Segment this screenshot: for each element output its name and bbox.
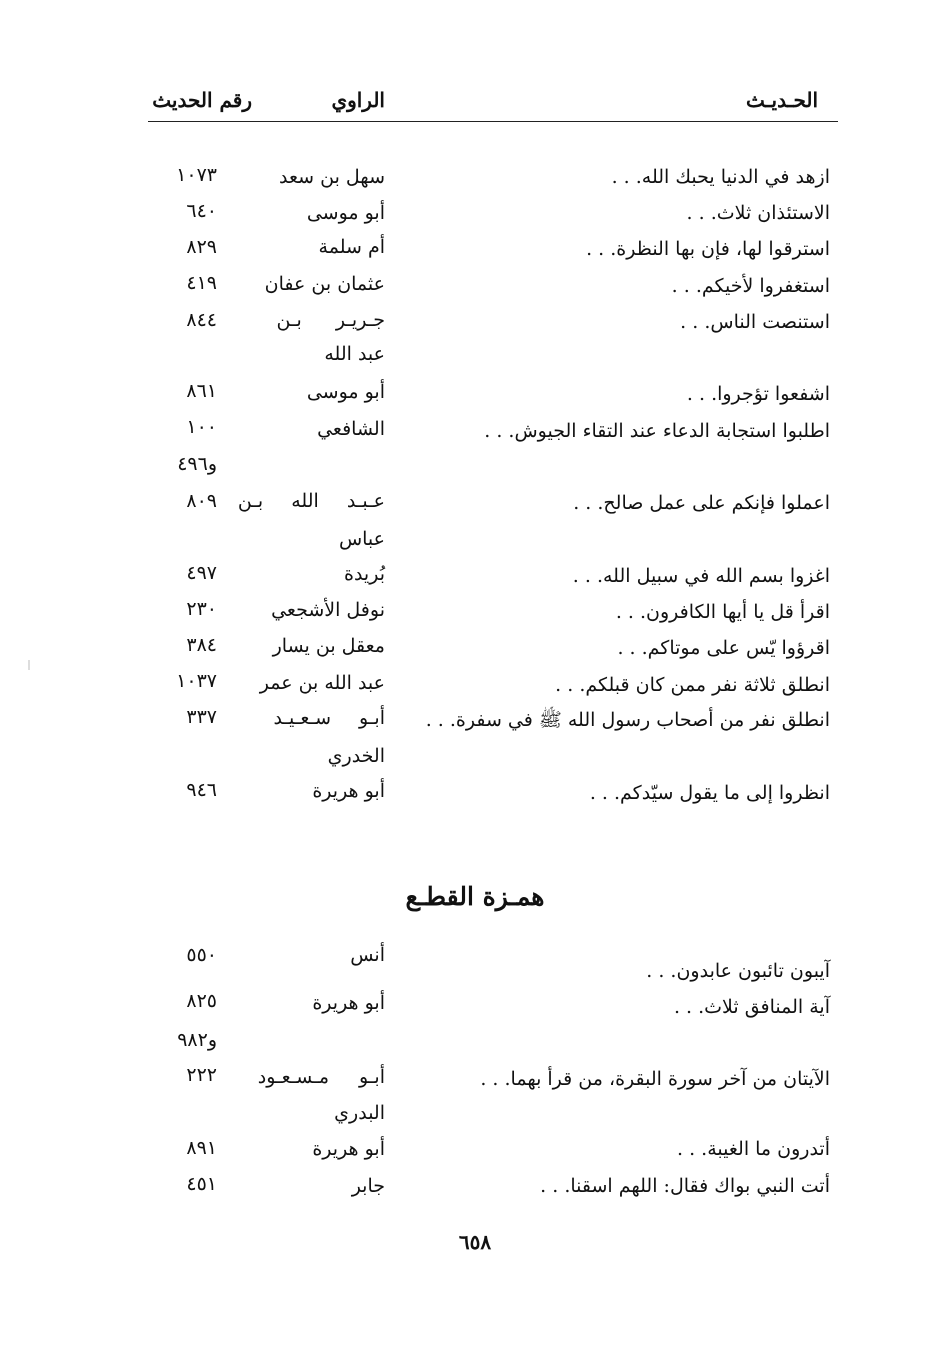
hadith-text: استنصت الناس. . . <box>680 311 830 333</box>
narrator-continued: البدري <box>334 1102 385 1124</box>
narrator-continued: الخدري <box>327 745 385 767</box>
hadith-text: اقرؤوا يّس على موتاكم. . . <box>617 637 830 659</box>
hadith-number: ٣٨٤ <box>186 634 217 656</box>
hadith-number: ٣٣٧ <box>186 706 217 728</box>
hadith-number: ٤١٩ <box>186 272 217 294</box>
narrator: أم سلمة <box>318 236 385 258</box>
narrator: جـريـر بـن <box>276 309 385 331</box>
hadith-text: آيبون تائبون عابدون. . . <box>646 960 830 982</box>
hadith-number: ٤٥١ <box>186 1173 217 1195</box>
header-narrator: الراوي <box>331 88 385 112</box>
hadith-number: ٥٥٠ <box>186 944 217 966</box>
narrator-continued: عبد الله <box>324 343 385 365</box>
hadith-number: ٨٢٩ <box>186 236 217 258</box>
narrator: أنس <box>350 944 385 966</box>
hadith-text: انظروا إلى ما يقول سيّدكم. . . <box>589 782 830 804</box>
hadith-number: ٨٢٥ <box>186 990 217 1012</box>
narrator: أبو موسى <box>306 202 385 224</box>
hadith-number: ٢٣٠ <box>186 598 217 620</box>
hadith-number: ٨٠٩ <box>186 490 217 512</box>
hadith-number: ٨٤٤ <box>186 309 217 331</box>
narrator: عبد الله بن عمر <box>259 672 385 694</box>
narrator: أبو هريرة <box>312 780 385 802</box>
header-hadith: الحـديـث <box>746 88 818 112</box>
hadith-number: ٢٢٢ <box>186 1064 217 1086</box>
hadith-number: ١٠٧٣ <box>176 164 217 186</box>
hadith-text: آية المنافق ثلاث. . . <box>673 996 830 1018</box>
hadith-text: اغزوا بسم الله في سبيل الله. . . <box>572 565 830 587</box>
hadith-text: اطلبوا استجابة الدعاء عند التقاء الجيوش. . . <box>484 420 830 442</box>
narrator: معقل بن يسار <box>272 635 385 657</box>
hadith-number: ٤٩٧ <box>186 562 217 584</box>
narrator: عـبـد الله بـن <box>237 490 385 512</box>
hadith-number-extra: و٤٩٦ <box>177 453 217 475</box>
hadith-text: الآيتان من آخر سورة البقرة، من قرأ بهما. . . <box>480 1068 830 1090</box>
narrator: نوفل الأشجعي <box>271 599 385 621</box>
hadith-number: ٩٤٦ <box>186 779 217 801</box>
hadith-text: انطلق ثلاثة نفر ممن كان قبلكم. . . <box>555 674 830 696</box>
hadith-number: ٨٩١ <box>186 1137 217 1159</box>
header-rule <box>148 121 838 122</box>
header-hadith-number: رقم الحديث <box>152 88 252 112</box>
narrator: الشافعي <box>317 418 385 440</box>
narrator: أبو موسى <box>306 381 385 403</box>
hadith-text: اشفعوا تؤجروا. . . <box>686 383 830 405</box>
hadith-number: ٦٤٠ <box>186 200 217 222</box>
scan-speck <box>28 660 30 670</box>
hadith-text: ازهد في الدنيا يحبك الله. . . <box>611 166 830 188</box>
hadith-text: اقرأ قل يا أيها الكافرون. . . <box>615 601 830 623</box>
narrator: أبو هريرة <box>312 1138 385 1160</box>
hadith-text: أتت النبي بواك فقال: اللهم اسقنا. . . <box>540 1175 830 1197</box>
narrator: بُريدة <box>344 563 385 585</box>
hadith-text: استرقوا لها، فإن بها النظرة. . . <box>586 238 830 260</box>
hadith-text: انطلق نفر من أصحاب رسول الله ﷺ في سفرة. . . <box>425 709 830 731</box>
hadith-text: استغفروا لأخيكم. . . <box>671 275 830 297</box>
narrator: أبـو مـسـعـود <box>257 1066 385 1088</box>
hadith-number: ٨٦١ <box>186 380 217 402</box>
hadith-text: الاستئذان ثلاث. . . <box>686 202 830 224</box>
narrator: عثمان بن عفان <box>264 273 385 295</box>
narrator: جابر <box>351 1175 385 1197</box>
narrator: أبو هريرة <box>312 992 385 1014</box>
hadith-number: ١٠٠ <box>186 416 217 438</box>
narrator-continued: عباس <box>338 528 385 550</box>
hadith-number: ١٠٣٧ <box>176 670 217 692</box>
hadith-number-extra: و٩٨٢ <box>177 1029 217 1051</box>
section-title: همـزة القطـع <box>405 882 545 911</box>
narrator: أبـو سـعـيـد <box>273 707 385 729</box>
page-number: ٦٥٨ <box>458 1230 492 1254</box>
hadith-text: اعملوا فإنكم على عمل صالح. . . <box>573 492 830 514</box>
hadith-text: أتدرون ما الغيبة. . . <box>677 1138 830 1160</box>
narrator: سهل بن سعد <box>279 166 385 188</box>
